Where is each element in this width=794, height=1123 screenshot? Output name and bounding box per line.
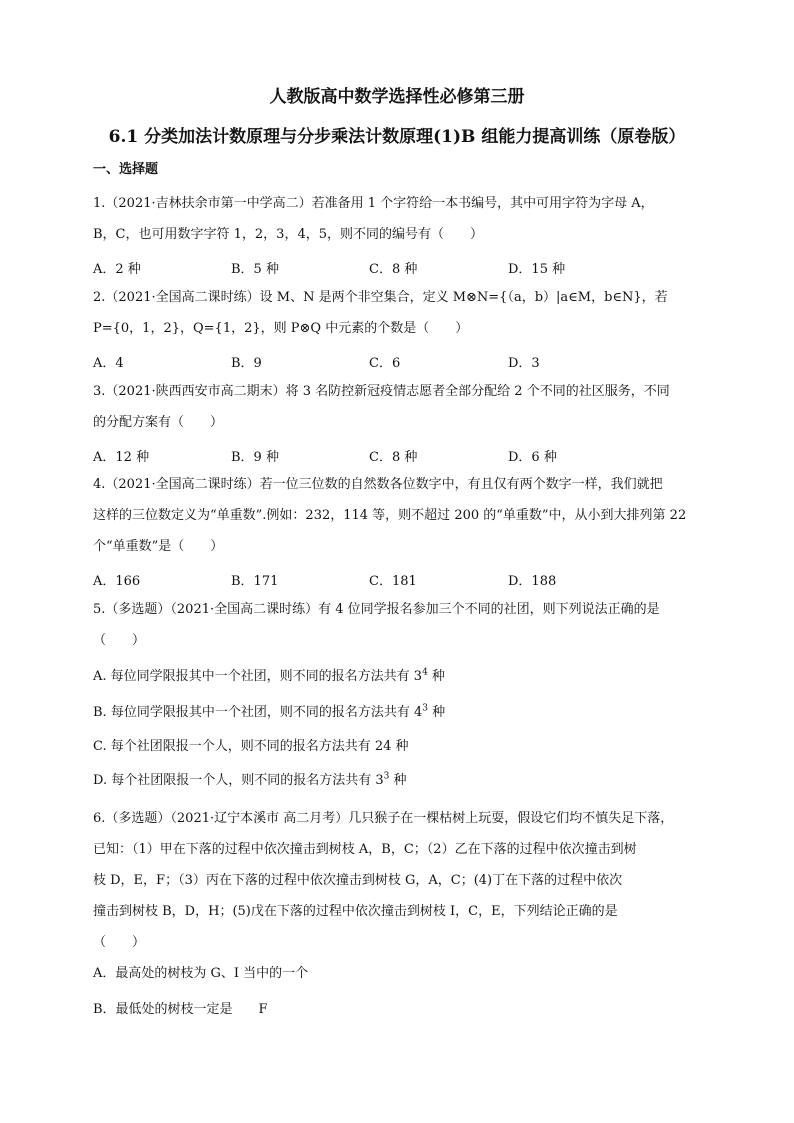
question-5-line-1: 5.（多选题）（2021·全国高二课时练）有 4 位同学报名参加三个不同的社团，则下列说法正确的是 [93, 602, 660, 617]
question-3-line-2: 的分配方案有（ ） [93, 415, 224, 430]
question-6-option-a: A．最高处的树枝为 G、I 当中的一个 [93, 966, 309, 981]
question-2-line-1: 2.（2021·全国高二课时练）设 M、N 是两个非空集合，定义 M⊗N={（a，b）|a∈M，b∈N}，若 [93, 290, 668, 305]
question-2-line-2: P={0，1，2}，Q={1，2}，则 P⊗Q 中元素的个数是（ ） [93, 321, 469, 336]
question-1-option-d: D．15 种 [508, 262, 566, 277]
question-2-option-c: C．6 [369, 356, 401, 371]
question-4-option-c: C．181 [369, 574, 417, 589]
question-6-line-4: 撞击到树枝 B，D，H；(5)戊在下落的过程中依次撞击到树枝 I，C，E，下列结论正确的是 [93, 904, 618, 919]
question-5-option-d: D. 每个社团限报一个人，则不同的报名方法共有 $3^3$ 种 [93, 771, 407, 788]
question-4-line-1: 4.（2021·全国高二课时练）若一位三位数的自然数各位数字中，有且仅有两个数字一样，我们就把 [93, 477, 663, 492]
question-2-option-a: A．4 [93, 356, 124, 371]
question-1-option-b: B．5 种 [231, 262, 279, 277]
question-6-line-2: 已知：（1）甲在下落的过程中依次撞击到树枝 A，B，C；（2）乙在下落的过程中依次撞击到树 [93, 842, 637, 857]
question-6-line-3: 枝 D，E，F；（3）丙在下落的过程中依次撞击到树枝 G，A，C；(4)丁在下落的过程中依次 [93, 873, 623, 888]
question-6-line-5: （ ） [93, 935, 146, 950]
question-6-option-b: B．最低处的树枝一定是 F [93, 1002, 268, 1017]
question-5-option-c: C. 每个社团限报一个人，则不同的报名方法共有 24 种 [93, 739, 409, 754]
question-3-option-a: A．12 种 [93, 450, 150, 465]
question-5-option-b: B. 每位同学限报其中一个社团，则不同的报名方法共有 $4^3$ 种 [93, 703, 446, 720]
question-3-option-b: B．9 种 [231, 450, 279, 465]
question-3-option-c: C．8 种 [369, 450, 418, 465]
question-4-option-a: A．166 [93, 574, 141, 589]
question-4-line-3: 个“单重数”是（ ） [93, 539, 224, 554]
question-4-line-2: 这样的三位数定义为“单重数”.例如：232，114 等，则不超过 200 的“单重数”中，从小到大排列第 22 [93, 508, 687, 523]
question-1-option-a: A．2 种 [93, 262, 141, 277]
question-3-line-1: 3.（2021·陕西西安市高二期末）将 3 名防控新冠疫情志愿者全部分配给 2 个不同的社区服务，不同 [93, 384, 670, 399]
section-heading: 一、选择题 [93, 162, 159, 177]
question-1-line-2: B，C，也可用数字字符 1，2，3，4，5，则不同的编号有（ ） [93, 227, 483, 242]
question-1-option-c: C．8 种 [369, 262, 418, 277]
question-5-line-2: （ ） [93, 633, 146, 648]
question-5-option-a: A. 每位同学限报其中一个社团，则不同的报名方法共有 $3^4$ 种 [93, 667, 445, 684]
question-2-option-b: B．9 [231, 356, 262, 371]
document-title: 人教版高中数学选择性必修第三册 [269, 87, 525, 107]
question-2-option-d: D．3 [508, 356, 540, 371]
question-4-option-b: B．171 [231, 574, 279, 589]
question-6-line-1: 6.（多选题）（2021·辽宁本溪市 高二月考）几只猴子在一棵枯树上玩耍，假设它们均不慎失足下落， [93, 811, 674, 826]
document-subtitle: 6.1 分类加法计数原理与分步乘法计数原理(1)B 组能力提高训练（原卷版） [108, 127, 686, 147]
question-4-option-d: D．188 [508, 574, 557, 589]
question-3-option-d: D．6 种 [508, 450, 557, 465]
question-1-line-1: 1.（2021·吉林扶余市第一中学高二）若准备用 1 个字符给一本书编号，其中可用字符为字母 A， [93, 196, 654, 211]
